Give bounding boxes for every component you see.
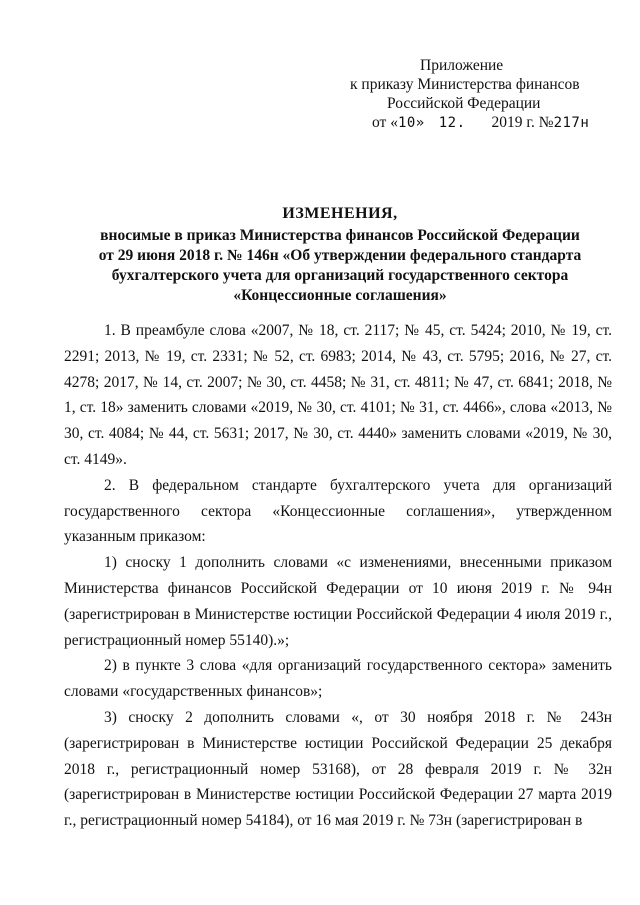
- document-body: [64, 318, 612, 834]
- title-line-4: «Концессионные соглашения»: [233, 287, 447, 304]
- appendix-country: Российской Федерации: [387, 95, 541, 112]
- order-number: 217н: [553, 115, 590, 131]
- appendix-title: Приложение: [420, 57, 504, 74]
- date-month: 12.: [438, 115, 466, 131]
- document-title: [60, 204, 620, 306]
- paragraph-1: 1. В преамбуле слова «2007, № 18, ст. 2117; № 45, ст. 5424; 2010, № 19, ст. 2291; 2013, № 19, ст. 2331; № 52, ст. 6983; 2014, № 43, ст. 5795; 2016, № 27, ст. 4278; 2017, № 14, ст. 2007; № 30, ст. 4458; № 31, ст. 4811; № 47, ст. 6841; 2018, № 1, ст. 18» заменить словами «2019, № 30, ст. 4101; № 31, ст. 4466», слова «2013, № 30, ст. 4084; № 44, ст. 5631; 2017, № 30, ст. 4440» заменить словами «2019, № 30, ст. 4149».: [64, 322, 612, 468]
- date-year: 2019 г. №: [491, 114, 554, 131]
- title-main: ИЗМЕНЕНИЯ,: [282, 205, 398, 222]
- paragraph-2: 2. В федеральном стандарте бухгалтерского учета для организаций государственного сектора «Концессионные соглашения», утвержденном указанным приказом:: [64, 476, 612, 546]
- title-line-3: бухгалтерского учета для организаций государственного сектора: [111, 267, 569, 284]
- appendix-header: [0, 56, 640, 133]
- appendix-order-ref: к приказу Министерства финансов: [350, 76, 580, 93]
- date-day: 10»: [397, 115, 425, 131]
- appendix-date-line: [0, 113, 640, 133]
- paragraph-2-1: 1) сноску 1 дополнить словами «с изменениями, внесенными приказом Министерства финансов Российской Федерации от 10 июня 2019 г. № 94н (зарегистрирован в Министерстве юстиции Российской Федерации 4 июля 2019 г., регистрационный номер 55140).»;: [64, 554, 612, 649]
- title-line-1: вносимые в приказ Министерства финансов Российской Федерации: [100, 227, 580, 244]
- paragraph-2-3: 3) сноску 2 дополнить словами «, от 30 ноября 2018 г. № 243н (зарегистрирован в Министерстве юстиции Российской Федерации 25 декабря 2018 г., регистрационный номер 53168), от 28 февраля 2019 г. № 32н (зарегистрирован в Министерстве юстиции Российской Федерации 27 марта 2019 г., регистрационный номер 54184), от 16 мая 2019 г. № 73н (зарегистрирован в: [64, 708, 612, 830]
- paragraph-2-2: 2) в пункте 3 слова «для организаций государственного сектора» заменить словами «государственных финансов»;: [64, 657, 612, 701]
- date-prefix: от «: [372, 114, 398, 131]
- title-line-2: от 29 июня 2018 г. № 146н «Об утверждении федерального стандарта: [98, 247, 582, 264]
